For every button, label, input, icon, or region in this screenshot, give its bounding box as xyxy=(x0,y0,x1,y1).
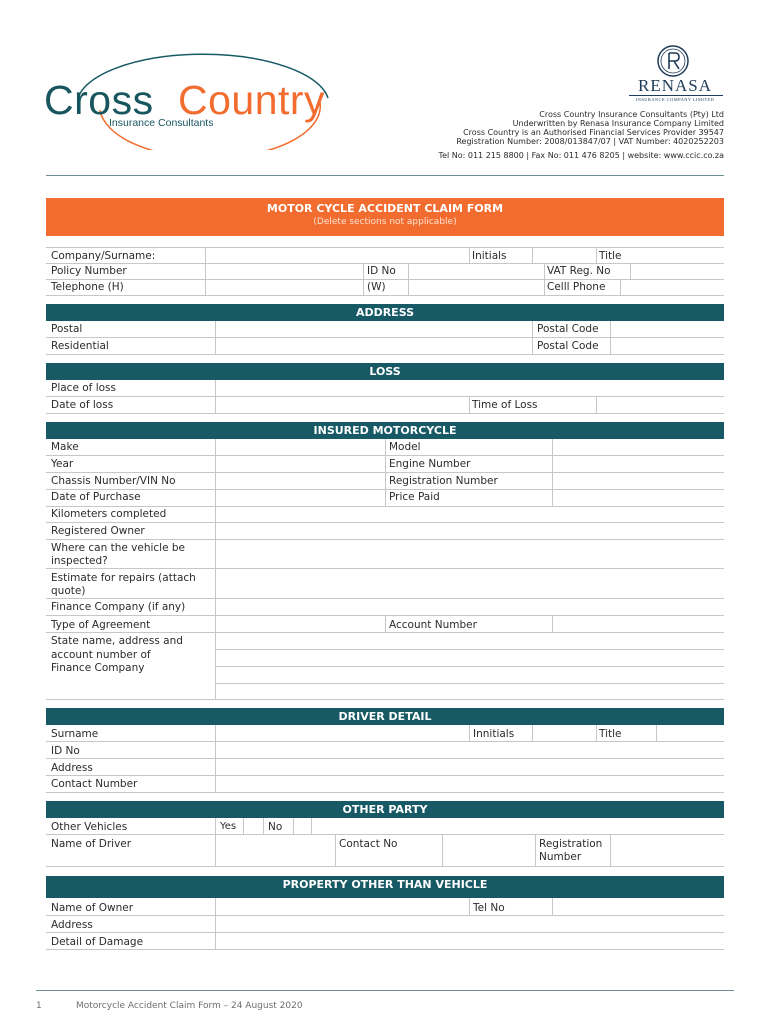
label-registration-1: Registration xyxy=(539,838,603,850)
form-banner xyxy=(46,198,724,236)
loss-divider xyxy=(215,380,216,414)
label-driver-title: Title xyxy=(599,728,622,740)
label-postal: Postal xyxy=(51,323,83,335)
other-divider xyxy=(263,818,264,835)
contact-line: Tel No: 011 215 8800 | Fax No: 011 476 8205 | website: www.ccic.co.za xyxy=(438,151,724,160)
address-row-postal xyxy=(46,321,724,338)
label-driver-initials: Innitials xyxy=(473,728,515,740)
property-row-address xyxy=(46,916,724,933)
label-estimate-1: Estimate for repairs (attach xyxy=(51,572,196,584)
driver-row-contact xyxy=(46,776,724,793)
label-driver-contact: Contact Number xyxy=(51,778,138,790)
label-driver-address: Address xyxy=(51,762,93,774)
logo-word-country: Country xyxy=(178,77,326,123)
label-postal-code: Postal Code xyxy=(537,323,599,335)
label-finance-company: Finance Company (if any) xyxy=(51,601,186,613)
section-header-loss: LOSS xyxy=(46,363,724,380)
label-detail-of-damage: Detail of Damage xyxy=(51,936,144,948)
label-registration-number: Registration Number xyxy=(389,475,498,487)
address-divider xyxy=(532,321,533,355)
label-contact-no: Contact No xyxy=(339,838,398,850)
label-make: Make xyxy=(51,441,79,453)
loss-divider xyxy=(469,397,470,414)
company-info xyxy=(456,110,724,146)
label-date-of-purchase: Date of Purchase xyxy=(51,491,141,503)
other-divider xyxy=(215,818,216,867)
label-registered-owner: Registered Owner xyxy=(51,525,145,537)
other-divider xyxy=(293,818,294,835)
driver-divider xyxy=(656,725,657,742)
moto-row-owner xyxy=(46,523,724,540)
logo-tagline: Insurance Consultants xyxy=(109,117,214,129)
form-title: MOTOR CYCLE ACCIDENT CLAIM FORM xyxy=(266,202,504,215)
other-divider xyxy=(243,818,244,835)
other-divider xyxy=(335,835,336,867)
header-divider xyxy=(46,175,724,176)
loss-row-place xyxy=(46,380,724,397)
underwriter-name: RENASA xyxy=(637,76,712,95)
moto-row-state xyxy=(46,683,724,700)
other-divider xyxy=(535,835,536,867)
property-divider xyxy=(215,898,216,950)
renasa-seal-icon xyxy=(656,44,690,78)
insured-divider xyxy=(469,248,470,264)
loss-divider xyxy=(596,397,597,414)
underwriter-subtitle: INSURANCE COMPANY LIMITED xyxy=(635,97,715,102)
loss-row-date xyxy=(46,397,724,414)
label-policy-number: Policy Number xyxy=(51,265,127,277)
label-inspect-1: Where can the vehicle be xyxy=(51,542,186,554)
finance-line-1 xyxy=(215,649,724,650)
label-residential: Residential xyxy=(51,340,109,352)
moto-divider xyxy=(385,616,386,633)
finance-line-2 xyxy=(215,666,724,667)
driver-divider xyxy=(469,725,470,742)
label-state-2: account number of xyxy=(51,649,151,661)
driver-row-address xyxy=(46,759,724,776)
label-state-3: Finance Company xyxy=(51,662,145,674)
insured-divider xyxy=(544,264,545,296)
option-yes[interactable]: Yes xyxy=(220,821,237,832)
property-row-owner xyxy=(46,898,724,916)
label-name-of-owner: Name of Owner xyxy=(51,902,134,914)
driver-divider xyxy=(215,725,216,793)
driver-row-id xyxy=(46,742,724,759)
option-no[interactable]: No xyxy=(268,821,283,833)
moto-divider xyxy=(215,439,216,700)
insured-divider xyxy=(205,248,206,296)
section-header-driver: DRIVER DETAIL xyxy=(46,708,724,725)
label-estimate-2: quote) xyxy=(51,585,86,597)
label-title: Title xyxy=(599,250,622,262)
insured-divider xyxy=(532,248,533,264)
property-row-damage xyxy=(46,933,724,950)
label-engine-number: Engine Number xyxy=(389,458,471,470)
company-line-3: Cross Country is an Authorised Financial Services Provider 39547 xyxy=(463,128,724,137)
moto-divider xyxy=(385,439,386,507)
section-header-other-party: OTHER PARTY xyxy=(46,801,724,818)
label-year: Year xyxy=(51,458,74,470)
label-initials: Initials xyxy=(472,250,507,262)
label-postal-code-2: Postal Code xyxy=(537,340,599,352)
section-header-motorcycle: INSURED MOTORCYCLE xyxy=(46,422,724,439)
property-divider xyxy=(469,898,470,916)
section-header-property: PROPERTY OTHER THAN VEHICLE xyxy=(46,876,724,898)
label-chassis: Chassis Number/VIN No xyxy=(51,475,176,487)
underwriter-divider xyxy=(629,95,723,96)
footer-divider xyxy=(36,990,734,991)
insured-divider xyxy=(596,248,597,264)
label-driver-surname: Surname xyxy=(51,728,99,740)
property-divider xyxy=(552,898,553,916)
label-state-1: State name, address and xyxy=(51,635,183,647)
label-time-of-loss: Time of Loss xyxy=(472,399,538,411)
label-registration-2: Number xyxy=(539,851,582,863)
logo-word-cross: Cross xyxy=(44,77,154,123)
label-price-paid: Price Paid xyxy=(389,491,440,503)
other-divider xyxy=(610,835,611,867)
label-cell-phone: Celll Phone xyxy=(547,281,606,293)
insured-divider xyxy=(630,264,631,280)
form-subtitle: (Delete sections not applicable) xyxy=(313,217,457,227)
label-telephone-h: Telephone (H) xyxy=(51,281,124,293)
label-other-vehicles: Other Vehicles xyxy=(51,821,128,833)
other-divider xyxy=(442,835,443,867)
label-place-of-loss: Place of loss xyxy=(51,382,116,394)
label-driver-id: ID No xyxy=(51,745,80,757)
label-date-of-loss: Date of loss xyxy=(51,399,114,411)
footer-text: Motorcycle Accident Claim Form – 24 August 2020 xyxy=(76,1001,303,1011)
label-telephone-w: (W) xyxy=(367,281,386,293)
address-row-residential xyxy=(46,338,724,355)
label-tel-no: Tel No xyxy=(473,902,505,914)
company-line-4: Registration Number: 2008/013847/07 | VAT Number: 4020252203 xyxy=(456,137,724,146)
label-company-surname: Company/Surname: xyxy=(51,250,156,262)
insured-divider xyxy=(408,264,409,296)
company-line-1: Cross Country Insurance Consultants (Pty) Ltd xyxy=(539,110,724,119)
label-type-of-agreement: Type of Agreement xyxy=(51,619,151,631)
address-divider xyxy=(610,321,611,355)
label-id-no: ID No xyxy=(367,265,396,277)
moto-divider xyxy=(552,439,553,507)
driver-row-surname xyxy=(46,725,724,742)
moto-divider xyxy=(552,616,553,633)
driver-divider xyxy=(532,725,533,742)
label-model: Model xyxy=(389,441,421,453)
company-line-2: Underwritten by Renasa Insurance Company Limited xyxy=(512,119,724,128)
other-row-vehicles xyxy=(46,818,724,835)
label-kilometers: Kilometers completed xyxy=(51,508,167,520)
label-property-address: Address xyxy=(51,919,93,931)
label-name-of-driver: Name of Driver xyxy=(51,838,132,850)
other-divider xyxy=(311,818,312,835)
insured-divider xyxy=(620,280,621,296)
label-account-number: Account Number xyxy=(389,619,477,631)
insured-divider xyxy=(363,264,364,296)
page-number: 1 xyxy=(36,1001,42,1011)
driver-divider xyxy=(596,725,597,742)
label-inspect-2: inspected? xyxy=(51,555,108,567)
label-vat-reg: VAT Reg. No xyxy=(547,265,611,277)
address-divider xyxy=(215,321,216,355)
section-header-address: ADDRESS xyxy=(46,304,724,321)
